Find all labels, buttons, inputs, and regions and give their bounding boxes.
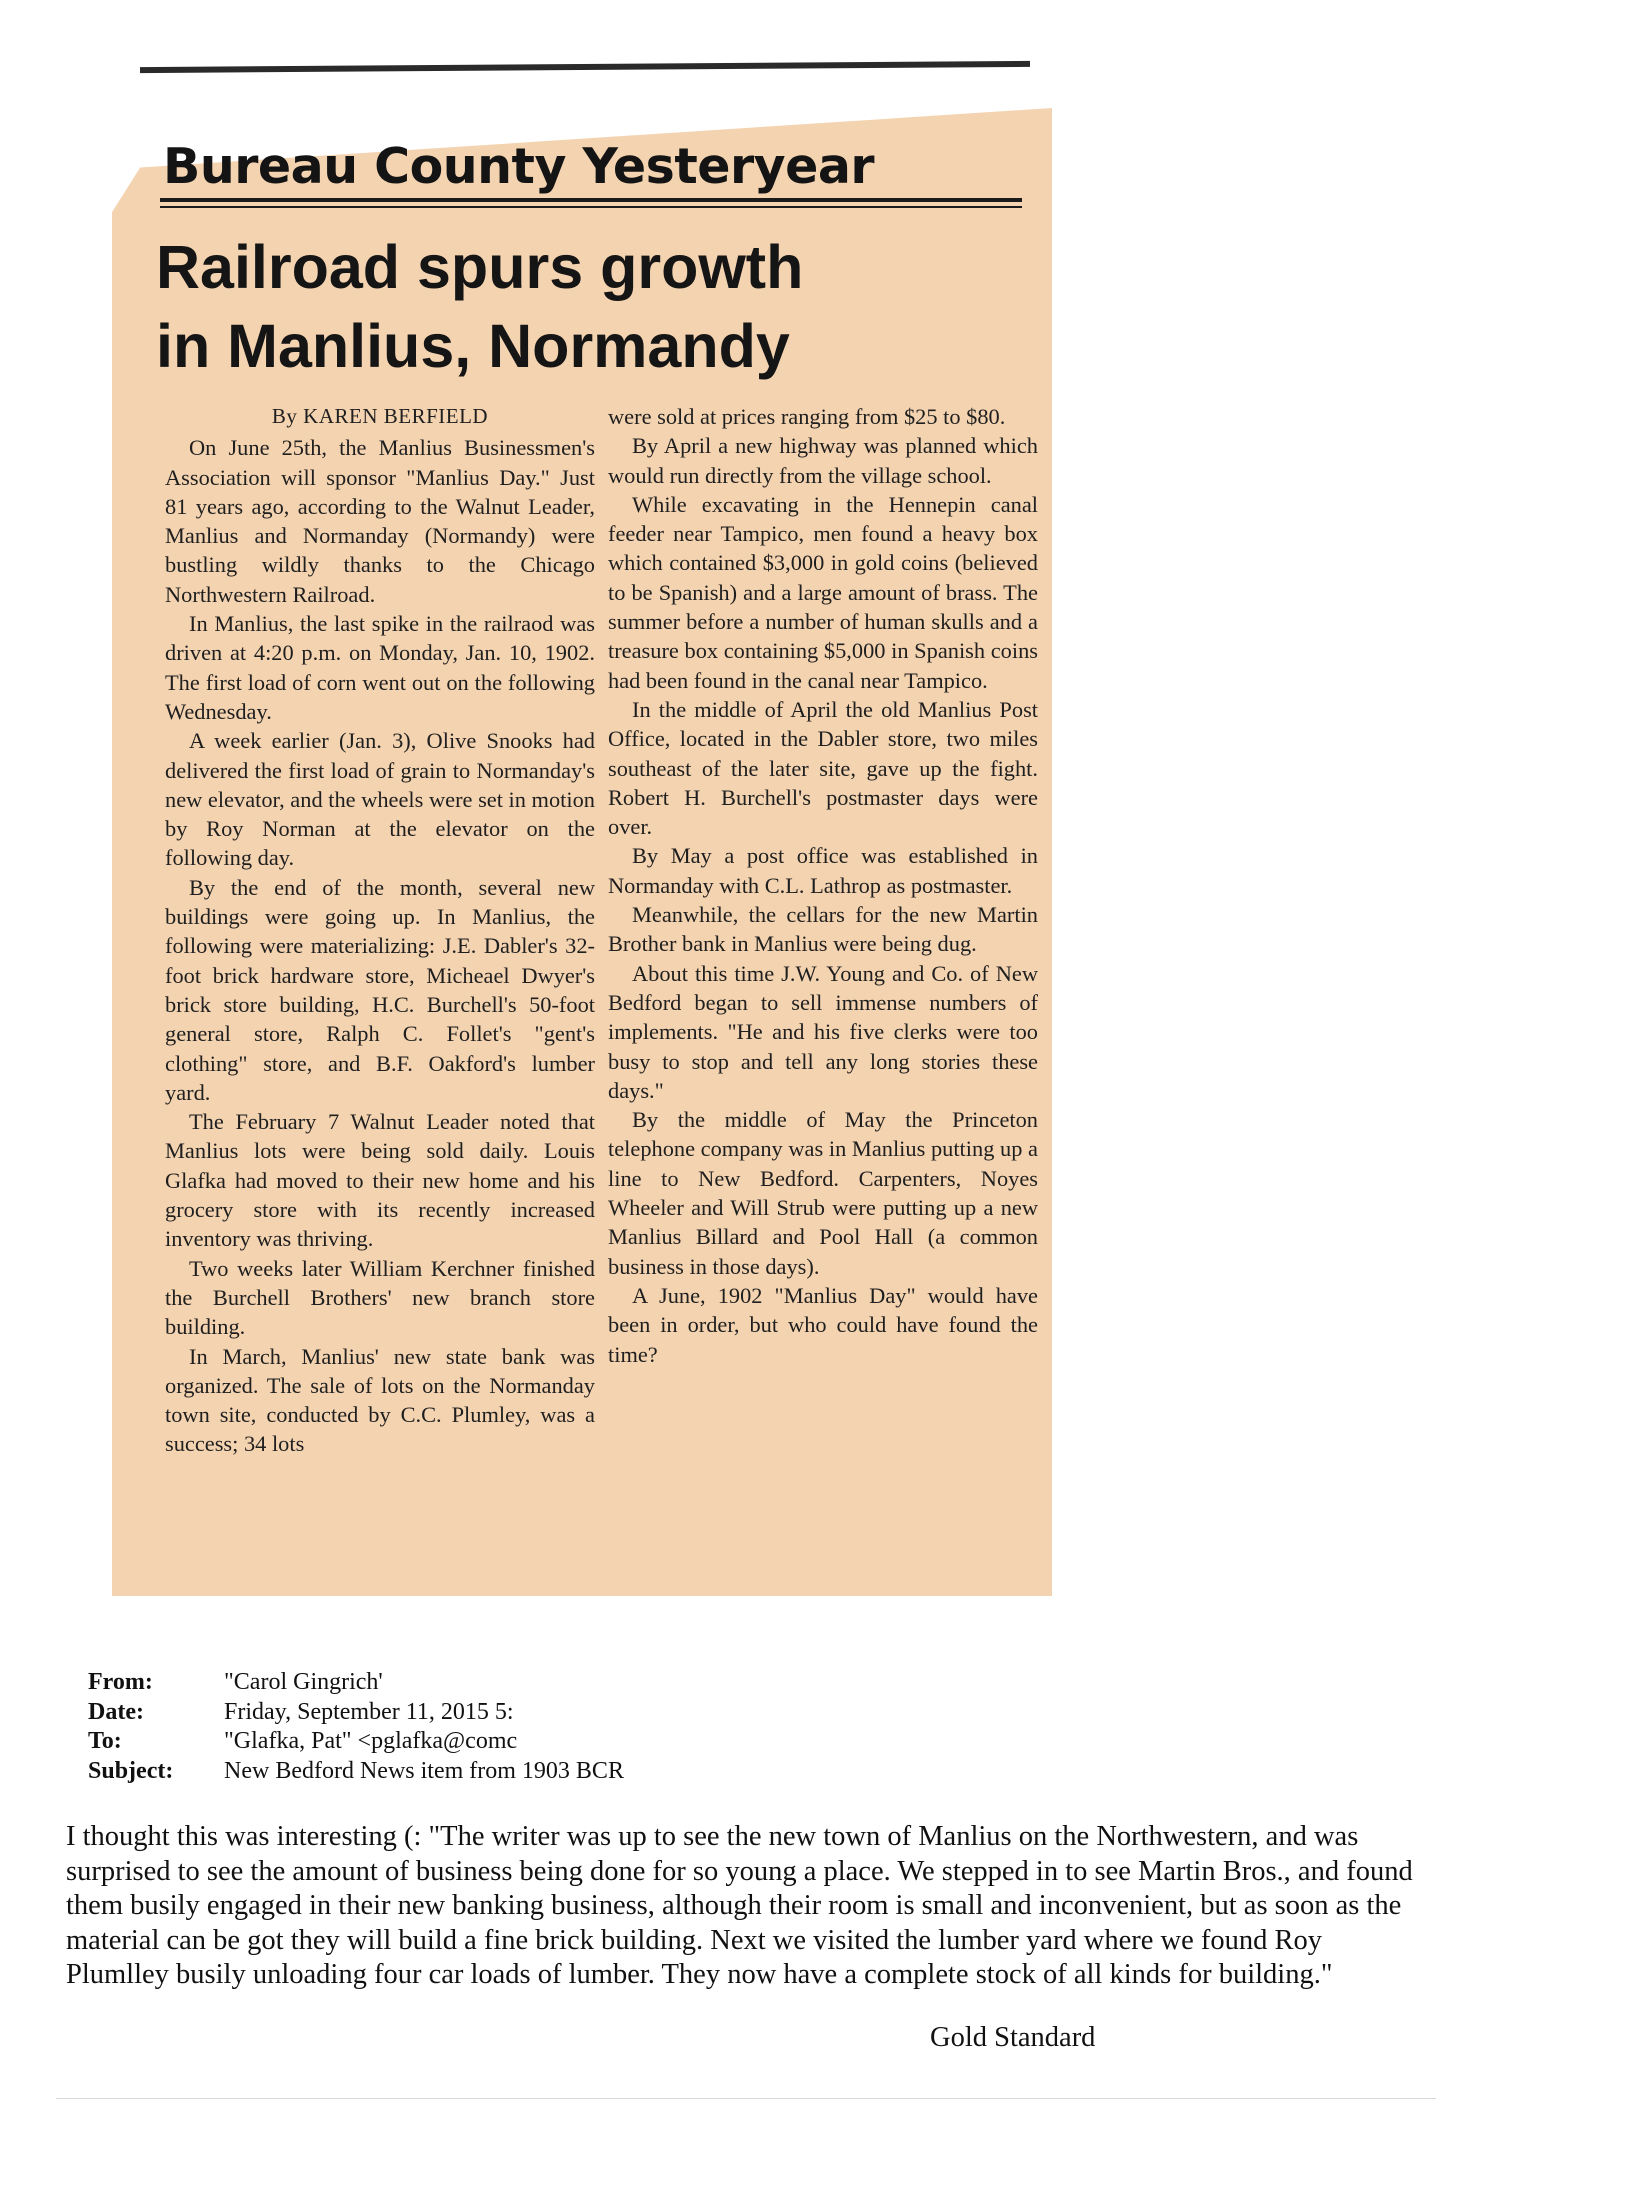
article-paragraph: Two weeks later William Kerchner finished the Burchell Brothers' new branch store building. xyxy=(165,1255,595,1340)
article-paragraph: In March, Manlius' new state bank was organized. The sale of lots on the Normanday town site, conducted by C.C. Plumley, was a success; 34 lots xyxy=(165,1343,595,1457)
article-paragraph: were sold at prices ranging from $25 to $80. xyxy=(608,404,1006,429)
email-subject-row xyxy=(88,1757,624,1787)
headline-line-2: in Manlius, Normandy xyxy=(156,312,790,380)
article-paragraph: In Manlius, the last spike in the railraod was driven at 4:20 p.m. on Monday, Jan. 10, 1902. The first load of corn went out on the following Wednesday. xyxy=(165,611,595,724)
email-from-row xyxy=(88,1668,624,1698)
article-paragraph: On June 25th, the Manlius Businessmen's Association will sponsor "Manlius Day." Just 81 years ago, according to the Walnut Leader, Manlius and Normanday (Normandy) were bustling wildly thanks to the Chicago Northwestern Railroad. xyxy=(165,435,595,607)
email-body: I thought this was interesting (: "The writer was up to see the new town of Manlius on the Northwestern, and was surprised to see the amount of business being done for so young a place. We stepped in to see Martin Bros., and found them busily engaged in their new banking business, although their room is small and inconvenient, but as soon as the material can be got they will build a fine brick building. Next we visited the lumber yard where we found Roy Plumlley busily unloading four car loads of lumber. They now have a complete stock of all kinds for building." xyxy=(66,1821,1413,1990)
email-to-label: To: xyxy=(88,1728,122,1754)
email-subject-label: Subject: xyxy=(88,1757,174,1784)
article-paragraph: The February 7 Walnut Leader noted that Manlius lots were being sold daily. Louis Glafka had moved to their new home and his grocery store with its recently increased inventory was thriving. xyxy=(165,1109,595,1252)
kicker-rule-thin xyxy=(160,206,1022,208)
email-date-value: Friday, September 11, 2015 5: xyxy=(224,1698,514,1725)
article-paragraph: Meanwhile, the cellars for the new Martin Brother bank in Manlius were being dug. xyxy=(608,902,1038,957)
byline: By KAREN BERFIELD xyxy=(271,404,489,428)
article-paragraph: In the middle of April the old Manlius Post Office, located in the Dabler store, two miles southeast of the later site, gave up the fight. Robert H. Burchell's postmaster days were over. xyxy=(608,696,1038,840)
email-signature: Gold Standard xyxy=(930,2022,1096,2053)
headline xyxy=(156,228,1016,386)
column-kicker: Bureau County Yesteryear xyxy=(163,138,875,195)
article-paragraph: While excavating in the Hennepin canal feeder near Tampico, men found a heavy box which contained $3,000 in gold coins (believed to be Spanish) and a large amount of brass. The summer before a number of human skulls and a treasure box containing $5,000 in Spanish coins had been found in the canal near Tampico. xyxy=(608,491,1038,693)
article-paragraph: About this time J.W. Young and Co. of New Bedford began to sell immense numbers of implements. "He and his five clerks were too busy to stop and tell any long stories these days." xyxy=(608,960,1038,1103)
email-to-value: "Glafka, Pat" <pglafka@comc xyxy=(224,1728,518,1754)
headline-line-1: Railroad spurs growth xyxy=(156,233,804,301)
article-paragraph: A week earlier (Jan. 3), Olive Snooks had delivered the first load of grain to Normanday's new elevator, and the wheels were set in motion by Roy Norman at the elevator on the following day. xyxy=(165,728,595,871)
article-column-left xyxy=(165,402,595,1459)
email-from-value: "Carol Gingrich' xyxy=(224,1669,383,1695)
article-paragraph: By the end of the month, several new buildings were going up. In Manlius, the following were materializing: J.E. Dabler's 32-foot brick hardware store, Micheael Dwyer's brick store building, H.C. Burchell's 50-foot general store, Ralph C. Follet's "gent's clothing" store, and B.F. Oakford's lumber yard. xyxy=(165,874,595,1105)
clipping-top-edge xyxy=(140,61,1030,73)
email-date-label: Date: xyxy=(88,1698,144,1725)
page-bottom-rule xyxy=(56,2098,1436,2099)
email-subject-value: New Bedford News item from 1903 BCR xyxy=(224,1757,624,1784)
kicker-rule xyxy=(160,198,1022,202)
article-paragraph: By the middle of May the Princeton telephone company was in Manlius putting up a line to New Bedford. Carpenters, Noyes Wheeler and Will Strub were putting up a new Manlius Billard and Pool Hall (a common business in those days). xyxy=(608,1107,1038,1279)
article-paragraph: A June, 1902 "Manlius Day" would have been in order, but who could have found the time? xyxy=(608,1282,1038,1367)
email-date-row xyxy=(88,1698,624,1728)
email-to-row xyxy=(88,1727,624,1757)
article-paragraph: By May a post office was established in Normanday with C.L. Lathrop as postmaster. xyxy=(608,843,1038,898)
email-header xyxy=(88,1668,624,1786)
article-paragraph: By April a new highway was planned which would run directly from the village school. xyxy=(608,433,1038,488)
article-column-right xyxy=(608,402,1038,1369)
email-from-label: From: xyxy=(88,1669,153,1695)
